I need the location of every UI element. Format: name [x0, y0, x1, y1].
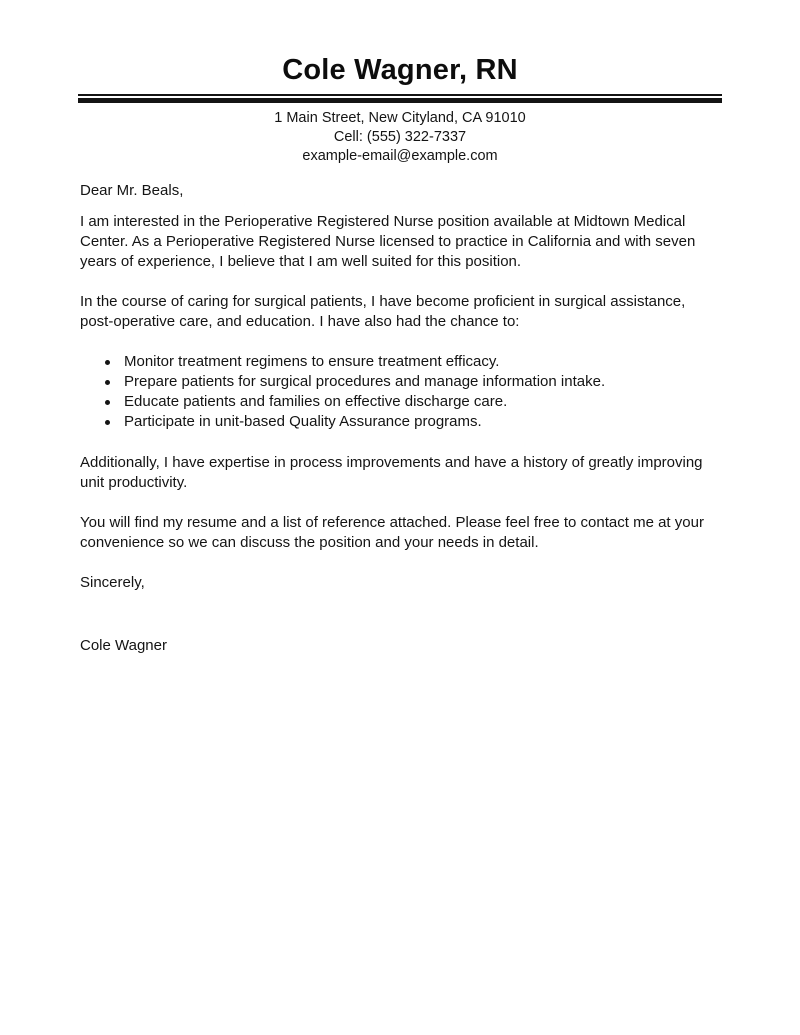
list-item: Participate in unit-based Quality Assurance programs. — [124, 412, 722, 432]
contact-block — [0, 109, 800, 166]
contact-email: example-email@example.com — [302, 148, 498, 164]
paragraph-additional: Additionally, I have expertise in process improvements and have a history of greatly improving unit productivity. — [80, 454, 703, 491]
salutation: Dear Mr. Beals, — [80, 182, 184, 199]
paragraph-closing: You will find my resume and a list of reference attached. Please feel free to contact me at your convenience so we can discuss the position and your needs in detail. — [80, 514, 704, 551]
skills-list — [80, 352, 722, 432]
letter-body — [80, 181, 722, 656]
paragraph-experience: In the course of caring for surgical patients, I have become proficient in surgical assistance, post-operative care, and education. I have also had the chance to: — [80, 293, 686, 330]
signoff: Sincerely, — [80, 574, 145, 591]
paragraph-intro: I am interested in the Perioperative Registered Nurse position available at Midtown Medical Center. As a Perioperative Registered Nurse licensed to practice in California and with seven years of experience, I believe that I am well suited for this position. — [80, 213, 696, 270]
contact-cell: Cell: (555) 322-7337 — [333, 129, 467, 145]
contact-address: 1 Main Street, New Cityland, CA 91010 — [274, 110, 526, 126]
signature-name: Cole Wagner — [80, 637, 167, 654]
list-item: Prepare patients for surgical procedures and manage information intake. — [124, 372, 722, 392]
header-divider-rule — [78, 94, 722, 103]
list-item: Monitor treatment regimens to ensure treatment efficacy. — [124, 352, 722, 372]
list-item: Educate patients and families on effective discharge care. — [124, 392, 722, 412]
letter-header-name: Cole Wagner, RN — [282, 54, 518, 86]
